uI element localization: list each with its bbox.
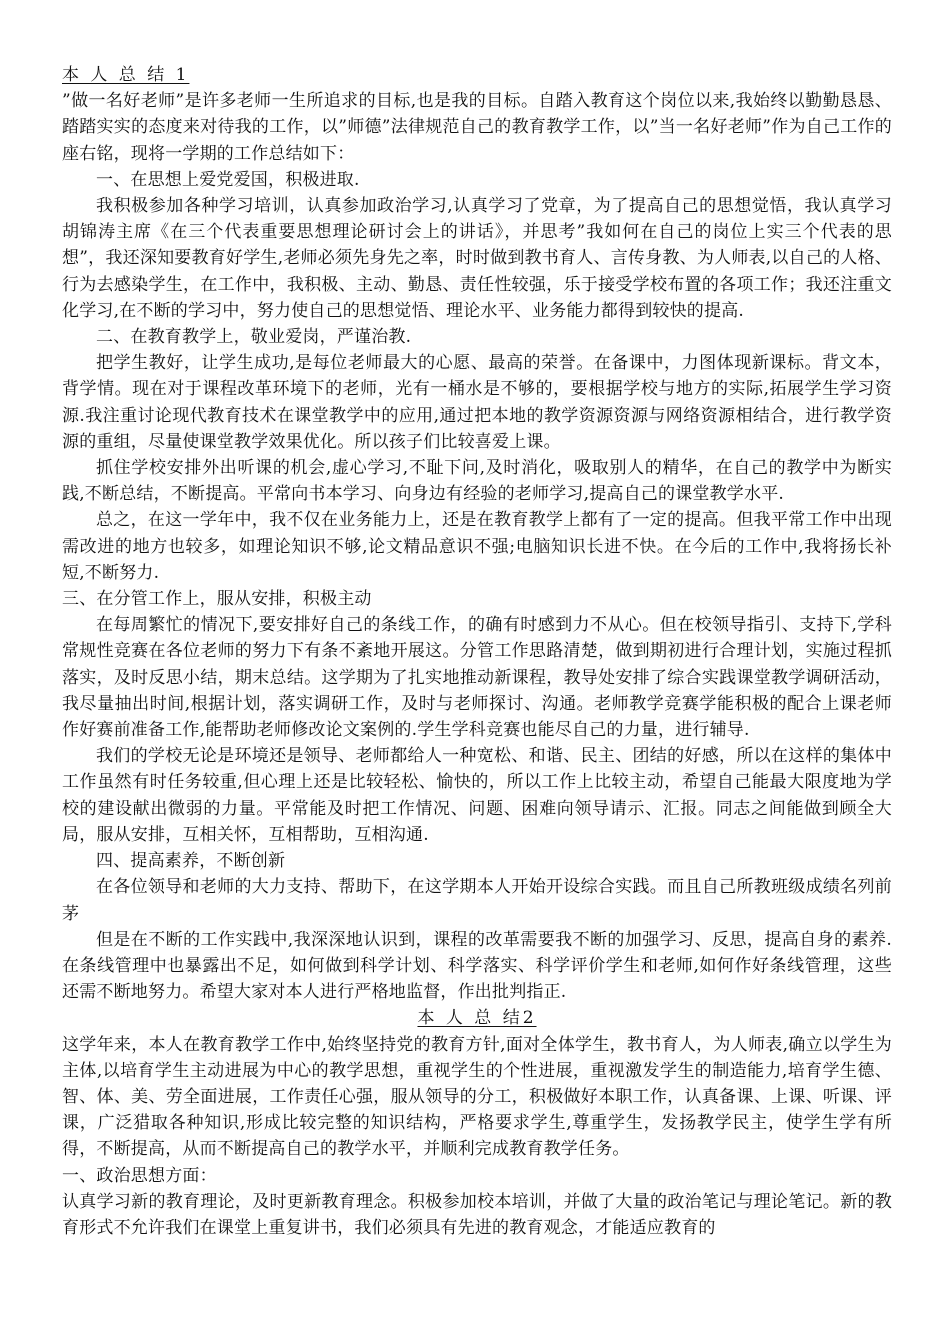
document-page [62, 62, 892, 1241]
summary-1-paragraph-3: 抓住学校安排外出听课的机会,虚心学习,不耻下问,及时消化，吸取别人的精华，在自己的教学中为断实践,不断总结，不断提高。平常向书本学习、向身边有经验的老师学习,提高自己的课堂教学水平. [62, 458, 892, 505]
summary-1-heading-2: 二、在教育教学上，敬业爱岗，严谨治教. [96, 327, 412, 348]
summary-2-heading-1: 一、政治思想方面： [62, 1165, 217, 1186]
summary-1-paragraph-8: 但是在不断的工作实践中,我深深地认识到，课程的改革需要我不断的加强学习、反思，提高自身的素养.在条线管理中也暴露出不足，如何做到科学计划、科学落实、科学评价学生和老师,如何作好条线管理，这些还需不断地努力。希望大家对本人进行严格地监督，作出批判指正. [62, 929, 892, 1003]
summary-1-title: 本 人 总 结 1 [62, 65, 190, 85]
summary-1-heading-1: 一、在思想上爱党爱国，积极进取. [96, 169, 360, 190]
summary-1-paragraph-2: 把学生教好，让学生成功,是每位老师最大的心愿、最高的荣誉。在备课中，力图体现新课标。背文本，背学情。现在对于课程改革环境下的老师，光有一桶水是不够的，要根据学校与地方的实际,拓展学生学习资源.我注重讨论现代教育技术在课堂教学中的应用,通过把本地的教学资源资源与网络资源相结合，进行教学资源的重组，尽量使课堂教学效果优化。所以孩子们比较喜爱上课。 [62, 353, 892, 452]
summary-2-title: 本 人 总 结2 [417, 1008, 537, 1029]
summary-2-paragraph-2: 认真学习新的教育理论，及时更新教育理念。积极参加校本培训，并做了大量的政治笔记与理论笔记。新的教育形式不允许我们在课堂上重复讲书，我们必须具有先进的教育观念，才能适应教育的 [62, 1191, 892, 1238]
summary-1-heading-3: 三、在分管工作上，服从安排，积极主动 [62, 589, 372, 610]
summary-1-paragraph-1: 我积极参加各种学习培训，认真参加政治学习,认真学习了党章，为了提高自己的思想觉悟，我认真学习胡锦涛主席《在三个代表重要思想理论研讨会上的讲话》，并思考”我如何在自己的岗位上实三个代表的思想”，我还深知要教育好学生,老师必须先身先之率，时时做到教书育人、言传身教、为人师表,以自己的人格、行为去感染学生，在工作中，我积极、主动、勤恳、责任性较强，乐于接受学校布置的各项工作；我还注重文化学习,在不断的学习中，努力使自己的思想觉悟、理论水平、业务能力都得到较快的提高. [62, 196, 892, 321]
summary-1-paragraph-7: 在各位领导和老师的大力支持、帮助下，在这学期本人开始开设综合实践。而且自己所教班级成绩名列前茅 [62, 877, 892, 924]
summary-1-paragraph-6: 我们的学校无论是环境还是领导、老师都给人一种宽松、和谐、民主、团结的好感，所以在这样的集体中工作虽然有时任务较重,但心理上还是比较轻松、愉快的，所以工作上比较主动，希望自己能最大限度地为学校的建设献出微弱的力量。平常能及时把工作情况、问题、困难向领导请示、汇报。同志之间能做到顾全大局，服从安排，互相关怀，互相帮助，互相沟通. [62, 746, 892, 845]
summary-1-paragraph-5: 在每周繁忙的情况下,要安排好自己的条线工作，的确有时感到力不从心。但在校领导指引、支持下,学科常规性竞赛在各位老师的努力下有条不紊地开展这。分管工作思路清楚，做到期初进行合理计划，实施过程抓落实，及时反思小结，期末总结。这学期为了扎实地推动新课程，教导处安排了综合实践课堂教学调研活动，我尽量抽出时间,根据计划，落实调研工作，及时与老师探讨、沟通。老师教学竞赛学能积极的配合上课老师作好赛前准备工作,能帮助老师修改论文案例的.学生学科竞赛也能尽自己的力量，进行辅导. [62, 615, 892, 741]
summary-1-heading-4: 四、提高素养，不断创新 [96, 851, 286, 872]
summary-1-intro: ”做一名好老师”是许多老师一生所追求的目标,也是我的目标。自踏入教育这个岗位以来,我始终以勤勤恳恳、踏踏实实的态度来对待我的工作，以”师德”法律规范自己的教育教学工作，以”当一名好老师”作为自己工作的座右铭，现将一学期的工作总结如下： [62, 91, 892, 164]
summary-1-paragraph-4: 总之，在这一学年中，我不仅在业务能力上，还是在教育教学上都有了一定的提高。但我平常工作中出现需改进的地方也较多，如理论知识不够,论文精品意识不强;电脑知识长进不快。在今后的工作中,我将扬长补短,不断努力. [62, 510, 892, 583]
summary-2-paragraph-1: 这学年来，本人在教育教学工作中,始终坚持党的教育方针,面对全体学生，教书育人，为人师表,确立以学生为主体,以培育学生主动进展为中心的教学思想，重视学生的个性进展，重视激发学生的制造能力,培育学生德、智、体、美、劳全面进展，工作责任心强，服从领导的分工，积极做好本职工作，认真备课、上课、听课、评课，广泛猎取各种知识,形成比较完整的知识结构，严格要求学生,尊重学生，发扬教学民主，使学生学有所得，不断提高，从而不断提高自己的教学水平，并顺利完成教育教学任务。 [62, 1034, 892, 1160]
